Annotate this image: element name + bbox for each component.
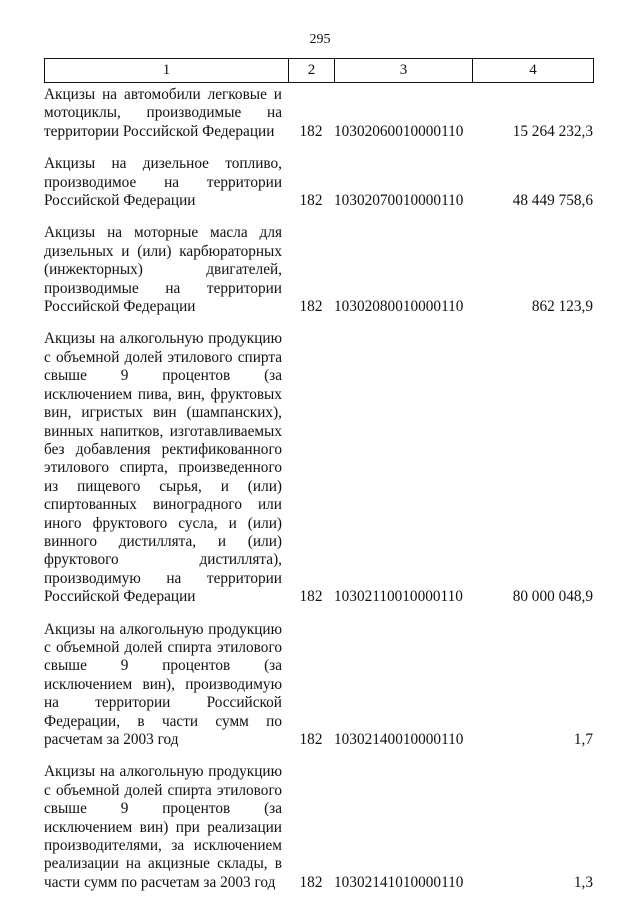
row-description: Акцизы на автомобили легковые и мотоциклы, производимые на территории Российской Федерации xyxy=(44,86,282,140)
row-description: Акцизы на алкогольную продукцию с объемной долей спирта этилового свыше 9 процентов (за исключением вин), производимую на территории Российской Федерации, в части сумм по расчетам за 2003 год xyxy=(44,620,282,748)
admin-code: 182 xyxy=(299,731,323,748)
budget-classification-code: 10302060010000110 xyxy=(334,122,464,140)
table-row xyxy=(44,224,593,316)
budget-classification-code: 10302140010000110 xyxy=(334,731,464,748)
row-description: Акцизы на моторные масла для дизельных и (или) карбюраторных (инжекторных) двигателей, производимые на территории Российской Федерации xyxy=(44,224,282,316)
table-row xyxy=(44,86,593,141)
admin-code: 182 xyxy=(299,192,323,210)
column-header-row xyxy=(45,59,594,83)
budget-classification-code: 10302080010000110 xyxy=(334,298,464,316)
row-description: Акцизы на алкогольную продукцию с объемной долей спирта этилового свыше 9 процентов (за исключением вин) при реализации производителями, за исключением реализации на акцизные склады, в части сумм по расчетам за 2003 год xyxy=(44,763,282,891)
column-header-table xyxy=(44,58,594,83)
table-body xyxy=(44,86,593,892)
row-description: Акцизы на дизельное топливо, производимое на территории Российской Федерации xyxy=(44,155,282,210)
column-header-2: 2 xyxy=(289,59,335,83)
amount: 80 000 048,9 xyxy=(512,588,593,606)
amount: 862 123,9 xyxy=(531,298,593,316)
admin-code: 182 xyxy=(299,873,323,891)
admin-code: 182 xyxy=(299,298,323,316)
page-number: 295 xyxy=(309,32,331,47)
table-row xyxy=(44,330,593,606)
table-row xyxy=(44,763,593,892)
admin-code: 182 xyxy=(299,588,323,606)
amount: 15 264 232,3 xyxy=(512,122,593,140)
table-row xyxy=(44,155,593,210)
amount: 1,7 xyxy=(573,731,593,748)
admin-code: 182 xyxy=(299,122,323,140)
budget-classification-code: 10302110010000110 xyxy=(334,588,463,606)
budget-classification-code: 10302070010000110 xyxy=(334,192,464,210)
row-description: Акцизы на алкогольную продукцию с объемной долей этилового спирта свыше 9 процентов (за исключением пива, вин, фруктовых вин, игристых вин (шампанских), винных напитков, изготавливаемых без добавления ректификованного этилового спирта, произведенного из пищевого сырья, и (или) спиртованных виноградного или иного фруктового сусла, и (или) винного дистиллята, и (или) фруктового дистиллята), производимую на территории Российской Федерации xyxy=(44,330,282,606)
column-header-4: 4 xyxy=(473,59,594,83)
amount: 1,3 xyxy=(573,873,593,891)
budget-classification-code: 10302141010000110 xyxy=(334,873,464,891)
column-header-3: 3 xyxy=(335,59,473,83)
amount: 48 449 758,6 xyxy=(512,192,593,210)
column-header-1: 1 xyxy=(45,59,289,83)
table-row xyxy=(44,621,593,750)
